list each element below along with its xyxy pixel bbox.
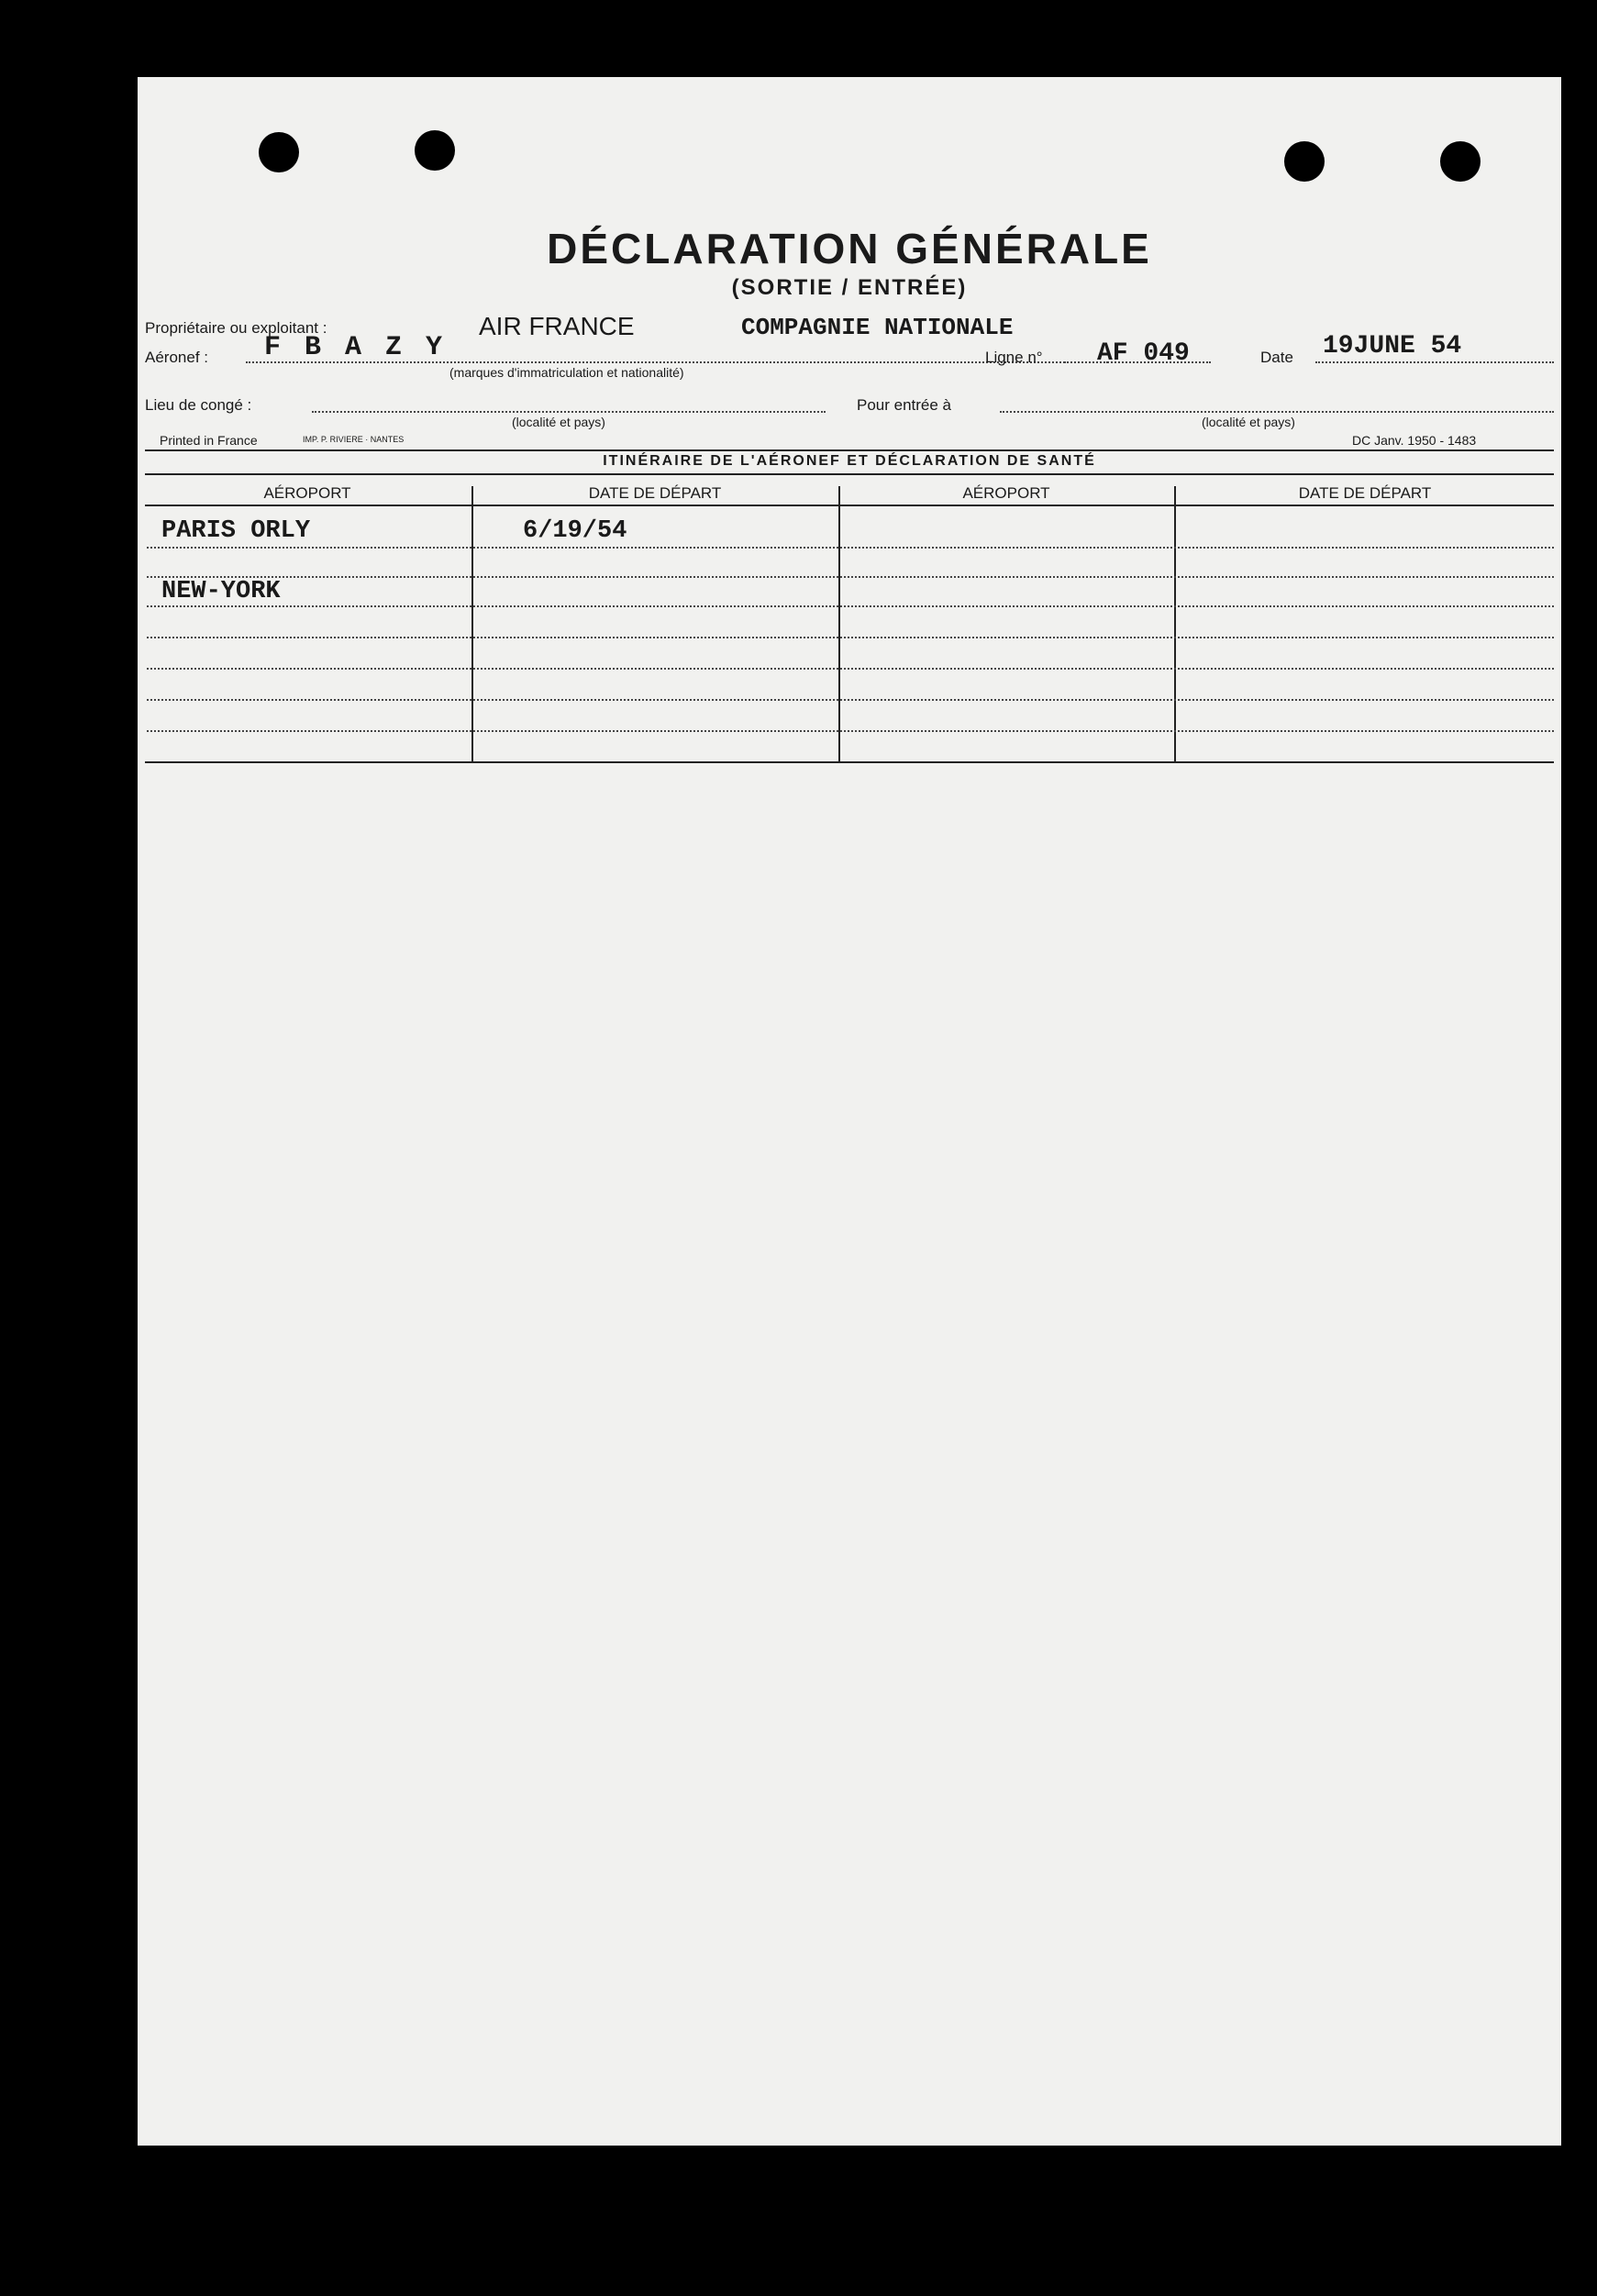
- imprimeur: IMP. P. RIVIERE · NANTES: [303, 435, 405, 444]
- itinerary-title: ITINÉRAIRE DE L'AÉRONEF ET DÉCLARATION DE SANTÉ: [603, 453, 1096, 469]
- ligne-value: AF 049: [1097, 339, 1190, 368]
- col-date-depart: DATE DE DÉPART: [1298, 484, 1432, 502]
- punch-hole: [1440, 141, 1481, 182]
- pour-entree-label: Pour entrée à: [857, 396, 952, 414]
- col-aeroport: AÉROPORT: [263, 484, 351, 502]
- date-value: 19JUNE 54: [1323, 332, 1462, 360]
- proprietaire-value-2: COMPAGNIE NATIONALE: [741, 314, 1014, 341]
- proprietaire-value: AIR FRANCE: [479, 312, 635, 340]
- punch-hole: [415, 130, 455, 171]
- lieu-label: Lieu de congé :: [145, 396, 252, 414]
- punch-hole: [1284, 141, 1325, 182]
- declaration-form: [138, 77, 1561, 2146]
- ligne-label: Ligne n°: [985, 349, 1043, 366]
- itinerary-date: 6/19/54: [523, 517, 627, 545]
- aeronef-value: F B A Z Y: [264, 332, 447, 363]
- date-label: Date: [1260, 349, 1293, 366]
- col-date-depart: DATE DE DÉPART: [588, 484, 722, 502]
- form-subtitle: (SORTIE / ENTRÉE): [731, 275, 968, 300]
- form-title: DÉCLARATION GÉNÉRALE: [547, 225, 1152, 272]
- itinerary-airport: PARIS ORLY: [161, 517, 311, 545]
- marques-caption: (marques d'immatriculation et nationalité): [449, 365, 684, 380]
- punch-hole: [259, 132, 299, 172]
- localite-caption: (localité et pays): [1202, 415, 1295, 429]
- col-aeroport: AÉROPORT: [962, 484, 1050, 502]
- localite-caption: (localité et pays): [512, 415, 605, 429]
- form-code: DC Janv. 1950 - 1483: [1352, 433, 1477, 448]
- printed-in-france: Printed in France: [160, 433, 258, 448]
- aeronef-label: Aéronef :: [145, 349, 208, 366]
- itinerary-airport: NEW-YORK: [161, 578, 281, 605]
- proprietaire-label: Propriétaire ou exploitant :: [145, 319, 327, 337]
